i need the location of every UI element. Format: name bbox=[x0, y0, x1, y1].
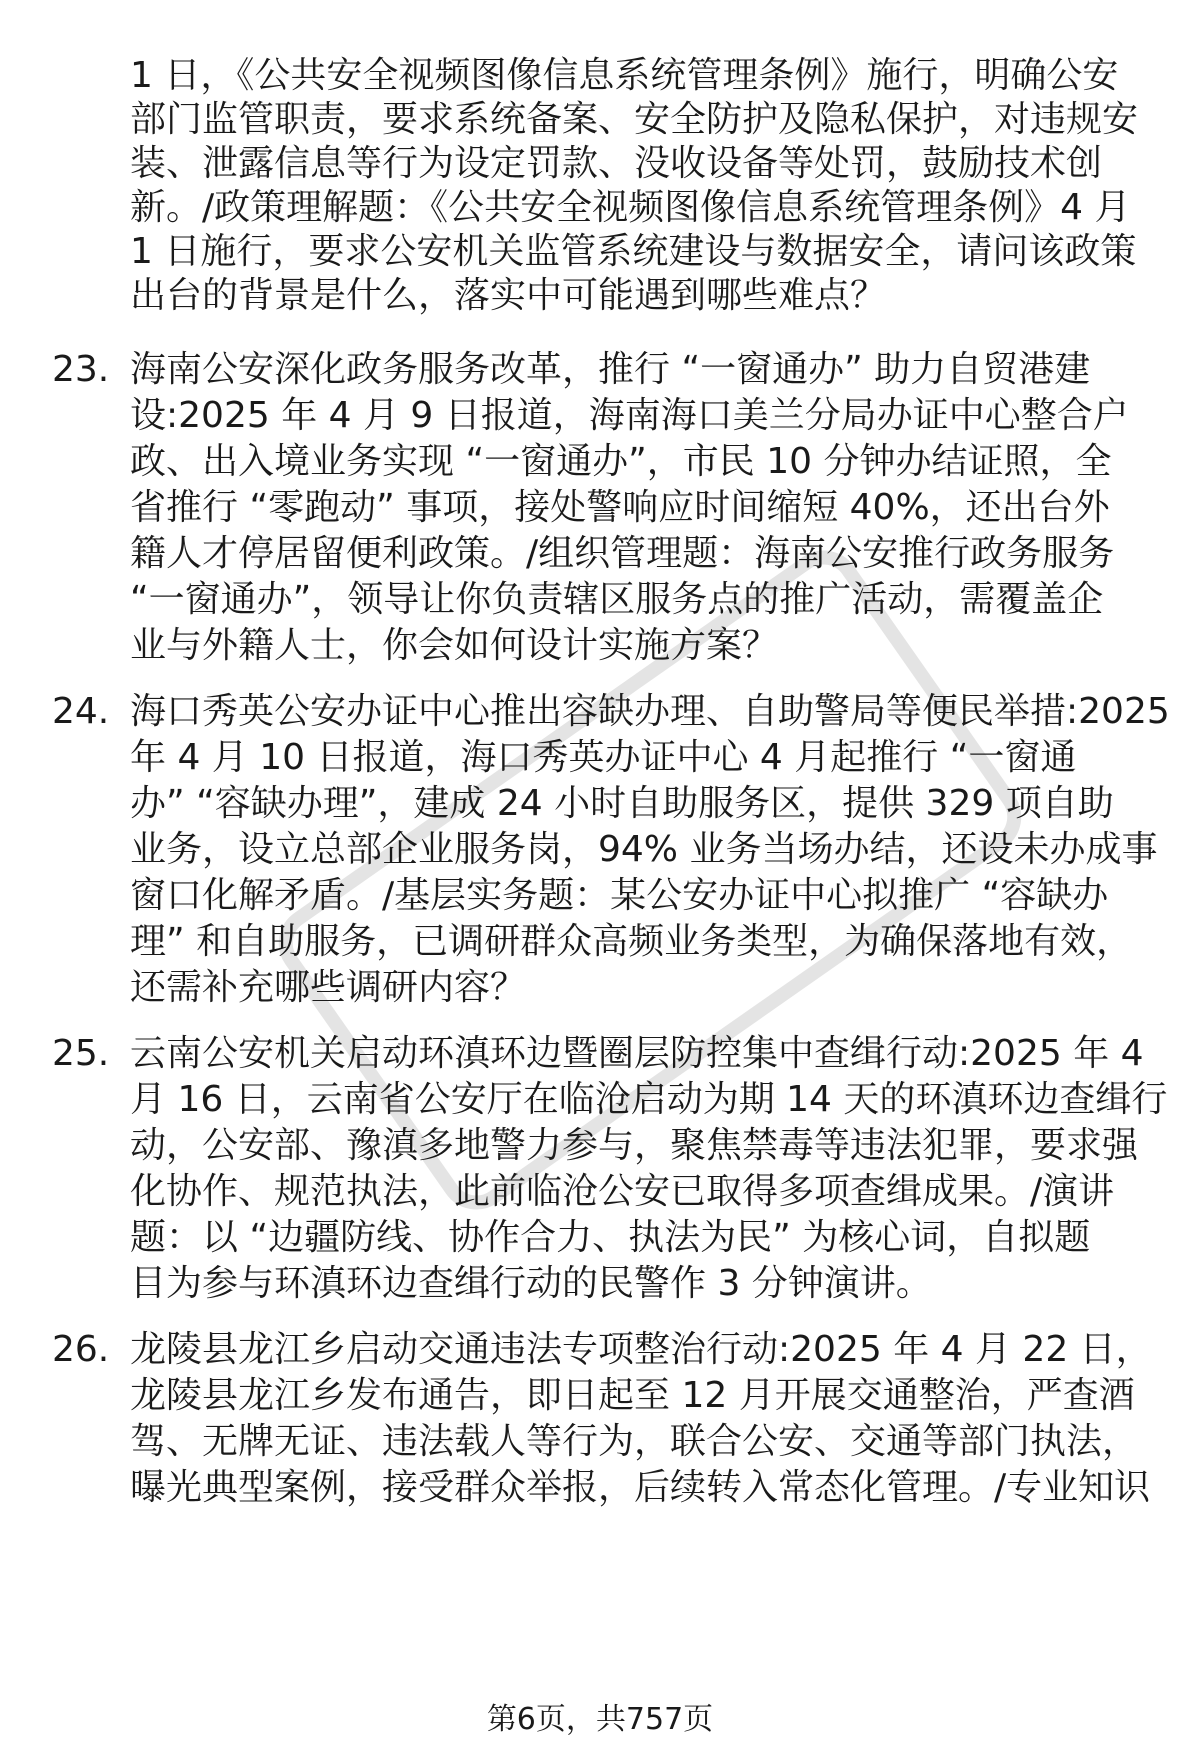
text-line: 年 4 月 10 日报道，海口秀英办证中心 4 月起推行 “一窗通 bbox=[130, 737, 1077, 778]
text-line: 部门监管职责，要求系统备案、安全防护及隐私保护，对违规安 bbox=[130, 99, 1139, 140]
text-line: 海口秀英公安办证中心推出容缺办理、自助警局等便民举措:2025 bbox=[130, 691, 1170, 732]
text-line: 新。/政策理解题：《公共安全视频图像信息系统管理条例》4 月 bbox=[130, 187, 1131, 228]
text-line: 海南公安深化政务服务改革，推行 “一窗通办” 助力自贸港建 bbox=[130, 349, 1091, 390]
text-line: 目为参与环滇环边查缉行动的民警作 3 分钟演讲。 bbox=[130, 1263, 932, 1304]
text-line: 业务，设立总部企业服务岗，94% 业务当场办结，还设未办成事 bbox=[130, 829, 1158, 870]
text-line: 理” 和自助服务，已调研群众高频业务类型，为确保落地有效， bbox=[130, 921, 1133, 962]
item-number: 24. bbox=[52, 691, 110, 732]
text-line: 装、泄露信息等行为设定罚款、没收设备等处罚，鼓励技术创 bbox=[130, 143, 1103, 184]
text-line: 题：以 “边疆防线、协作合力、执法为民” 为核心词，自拟题 bbox=[130, 1217, 1091, 1258]
text-line: 1 日施行，要求公安机关监管系统建设与数据安全，请问该政策 bbox=[130, 231, 1137, 272]
text-line: 办” “容缺办理”，建成 24 小时自助服务区，提供 329 项自助 bbox=[130, 783, 1114, 824]
page-footer: 第6页，共757页 bbox=[486, 1702, 714, 1737]
text-line: 龙陵县龙江乡发布通告，即日起至 12 月开展交通整治，严查酒 bbox=[130, 1375, 1135, 1416]
text-line: 业与外籍人士，你会如何设计实施方案？ bbox=[130, 625, 779, 666]
item-number: 25. bbox=[52, 1033, 110, 1074]
text-line: 出台的背景是什么，落实中可能遇到哪些难点？ bbox=[130, 275, 887, 316]
text-line: 化协作、规范执法，此前临沧公安已取得多项查缉成果。/演讲 bbox=[130, 1171, 1115, 1212]
text-line: 窗口化解矛盾。/基层实务题：某公安办证中心拟推广 “容缺办 bbox=[130, 875, 1109, 916]
text-line: 籍人才停居留便利政策。/组织管理题：海南公安推行政务服务 bbox=[130, 533, 1115, 574]
text-line: 动，公安部、豫滇多地警力参与，聚焦禁毒等违法犯罪，要求强 bbox=[130, 1125, 1139, 1166]
item-number: 23. bbox=[52, 349, 110, 390]
text-line: 龙陵县龙江乡启动交通违法专项整治行动:2025 年 4 月 22 日， bbox=[130, 1329, 1152, 1370]
text-line: 省推行 “零跑动” 事项，接处警响应时间缩短 40%，还出台外 bbox=[130, 487, 1110, 528]
text-line: 1 日，《公共安全视频图像信息系统管理条例》施行，明确公安 bbox=[130, 55, 1119, 96]
text-line: 云南公安机关启动环滇环边暨圈层防控集中查缉行动:2025 年 4 bbox=[130, 1033, 1144, 1074]
text-line: “一窗通办”，领导让你负责辖区服务点的推广活动，需覆盖企 bbox=[130, 579, 1104, 620]
text-line: 还需补充哪些调研内容？ bbox=[130, 967, 527, 1008]
text-line: 设:2025 年 4 月 9 日报道，海南海口美兰分局办证中心整合户 bbox=[130, 395, 1129, 436]
text-line: 月 16 日，云南省公安厅在临沧启动为期 14 天的环滇环边查缉行 bbox=[130, 1079, 1168, 1120]
item-number: 26. bbox=[52, 1329, 110, 1370]
text-line: 政、出入境业务实现 “一窗通办”，市民 10 分钟办结证照，全 bbox=[130, 441, 1112, 482]
text-line: 曝光典型案例，接受群众举报，后续转入常态化管理。/专业知识 bbox=[130, 1467, 1151, 1508]
text-line: 驾、无牌无证、违法载人等行为，联合公安、交通等部门执法， bbox=[130, 1421, 1139, 1462]
